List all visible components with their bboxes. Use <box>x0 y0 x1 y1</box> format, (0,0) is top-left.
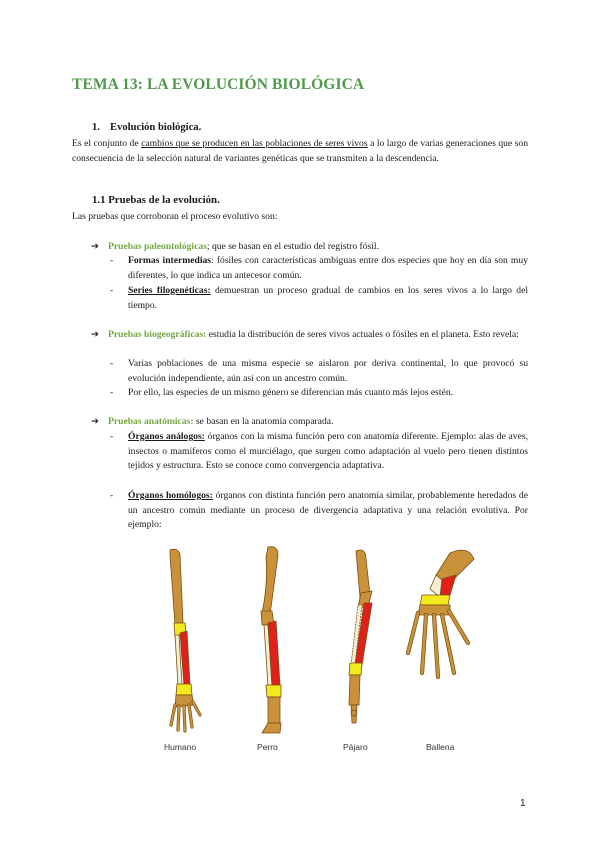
section1-paragraph <box>72 137 528 166</box>
list-item <box>110 489 528 533</box>
arrow-icon: ➔ <box>91 241 100 252</box>
subsection-heading: 1.1 Pruebas de la evolución. <box>92 194 220 206</box>
underlined-text: cambios que se producen en las poblaciones de seres vivos <box>141 138 368 149</box>
homologous-limbs-figure <box>150 545 480 740</box>
list-text: demuestran un proceso gradual de cambios en los seres vivos a lo largo del tiempo. <box>128 285 528 311</box>
proof-text: ; que se basan en el estudio del registro fósil. <box>206 241 379 252</box>
proof-anatomical <box>91 415 528 430</box>
bird-wing-illustration <box>349 550 372 723</box>
dash-bullet: - <box>110 358 114 369</box>
list-term: Órganos homólogos: <box>128 490 213 501</box>
proof-paleontological <box>91 240 528 255</box>
proof-biogeographic <box>91 328 528 343</box>
section-title: Evolución biológica. <box>110 122 202 133</box>
list-text: Varias poblaciones de una misma especie se aislaron por deriva continental, lo que provocó su evolución independiente, aún así con un ancestro común. <box>128 358 528 384</box>
section-number: 1. <box>92 122 100 133</box>
list-term: Formas intermedias <box>128 255 212 266</box>
list-term: Órganos análogos: <box>128 431 205 442</box>
page-title: TEMA 13: LA EVOLUCIÓN BIOLÓGICA <box>72 76 365 93</box>
figure-label-whale: Ballena <box>426 742 455 752</box>
dash-bullet: - <box>110 490 114 501</box>
subsection-intro: Las pruebas que corroboran el proceso evolutivo son: <box>72 211 278 222</box>
dash-bullet: - <box>110 285 114 296</box>
paragraph-text: Es el conjunto de <box>72 138 142 149</box>
dash-bullet: - <box>110 387 114 398</box>
list-item <box>110 430 528 474</box>
list-text: órganos con la misma función pero con anatomía diferente. Ejemplo: alas de aves, insectos o mamíferos como el murciélago, que surgen como adaptación al vuelo pero tienen distintos tejidos y estructura. Esto se conoce como convergencia adaptativa. <box>128 431 528 472</box>
list-term: Series filogenéticas: <box>128 285 211 296</box>
list-text: : fósiles con características ambiguas entre dos especies que hoy en día son muy diferentes, lo que indica un antecesor común. <box>128 255 528 281</box>
proof-text: se basan en la anatomía comparada. <box>193 416 334 427</box>
list-item <box>110 386 528 401</box>
list-text: Por ello, las especies de un mismo género se diferencian más cuanto más lejos estén. <box>128 387 454 398</box>
list-item <box>110 254 528 283</box>
proof-label: Pruebas paleontológicas <box>108 241 207 252</box>
paragraph-text: a lo largo de varias generaciones que son consecuencia de la selección natural de variantes genéticas que se transmiten a la descendencia. <box>72 138 528 164</box>
proof-text: estudia la distribución de seres vivos actuales o fósiles en el planeta. Esto revela: <box>206 329 519 340</box>
page-number: 1 <box>520 798 526 809</box>
dash-bullet: - <box>110 255 114 266</box>
human-arm-illustration <box>170 549 200 731</box>
arrow-icon: ➔ <box>91 416 100 427</box>
dog-leg-illustration <box>261 547 281 733</box>
proof-label: Pruebas biogeográficas: <box>108 329 207 340</box>
figure-label-bird: Pájaro <box>343 742 368 752</box>
figure-label-dog: Perro <box>257 742 278 752</box>
list-item <box>110 357 528 386</box>
list-text: órganos con distinta función pero anatomía similar, probablemente heredados de un ancestro común mediante un proceso de divergencia adaptativa y una relación evolutiva. Por ejemplo: <box>128 490 528 531</box>
whale-flipper-illustration <box>408 550 474 677</box>
figure-label-human: Humano <box>164 742 197 752</box>
section-heading-1 <box>92 122 201 133</box>
proof-label: Pruebas anatómicas: <box>108 416 194 427</box>
list-item <box>110 284 528 313</box>
dash-bullet: - <box>110 431 114 442</box>
arrow-icon: ➔ <box>91 329 100 340</box>
